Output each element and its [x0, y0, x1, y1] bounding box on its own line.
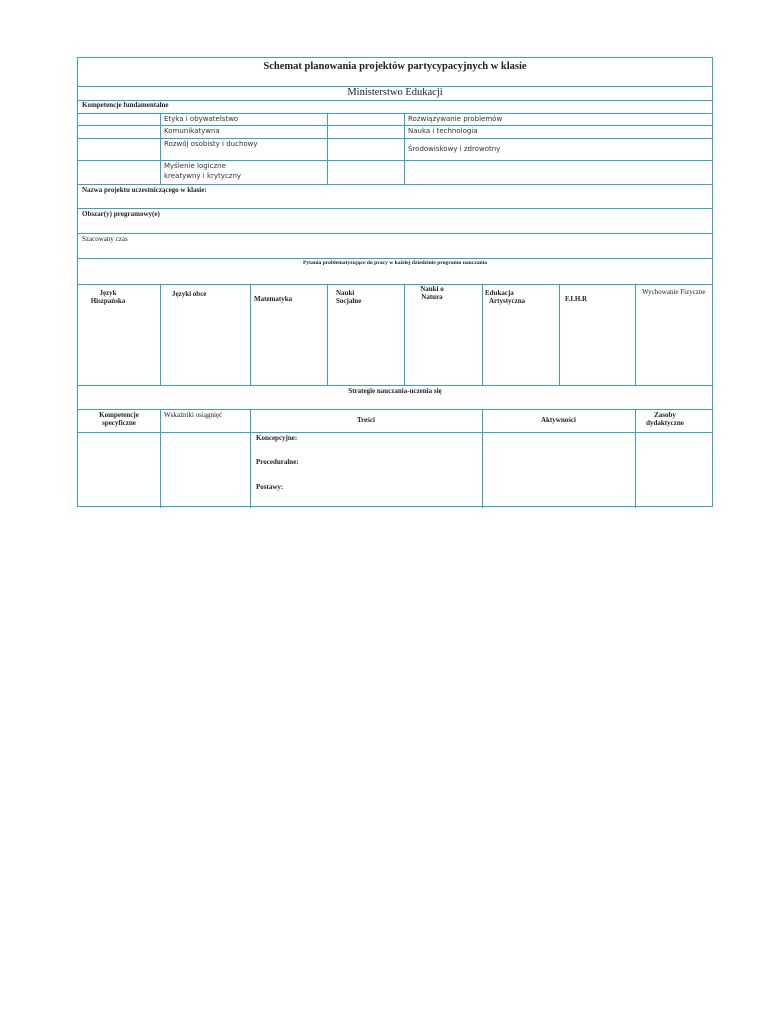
column-header: Wskaźniki osiągnięć: [164, 411, 223, 419]
competence-item: Środowiskowy i zdrowotny: [408, 145, 501, 153]
column-header: Zasoby dydaktyczne: [646, 411, 684, 428]
project-name-label: Nazwa projektu uczestniczącego w klasie:: [82, 186, 207, 194]
strategies-header: Strategie nauczania-uczenia się: [348, 387, 442, 395]
col-divider: [160, 284, 161, 385]
content-type-label: Proceduralne:: [256, 458, 299, 466]
col-divider: [635, 284, 636, 385]
estimated-time-label: Szacowany czas: [82, 235, 128, 243]
col-divider: [559, 284, 560, 385]
row-divider: [78, 138, 712, 139]
row-divider: [78, 125, 712, 126]
col-divider: [160, 113, 161, 184]
competence-item: Nauka i technologia: [408, 127, 478, 135]
competence-item: Etyka i obywatelstwo: [164, 115, 239, 123]
subject-header: Edukacja Artystyczna: [485, 289, 526, 306]
document-title: Schemat planowania projektów partycypacyjnych w klasie: [263, 61, 527, 72]
col-divider: [250, 284, 251, 385]
problem-questions-header: Pytania problematyzujące do pracy w każdej dziedzinie programu nauczania: [302, 260, 488, 266]
column-header: Kompetencje specyficzne: [99, 411, 139, 428]
row-divider: [78, 113, 712, 114]
competence-item: Rozwiązywanie problemów: [408, 115, 503, 123]
competence-item: Komunikatywna: [164, 127, 220, 135]
row-divider: [78, 160, 712, 161]
row-divider: [78, 184, 712, 185]
competence-item: kreatywny i krytyczny: [164, 172, 242, 180]
row-divider: [78, 284, 712, 285]
row-divider: [78, 385, 712, 386]
col-divider: [404, 284, 405, 385]
content-type-label: Koncepcyjne:: [256, 434, 298, 442]
subject-header: F.I.H.R: [565, 295, 588, 303]
row-divider: [78, 100, 712, 101]
row-divider: [78, 409, 712, 410]
ministry-title: Ministerstwo Edukacji: [347, 87, 443, 98]
row-divider: [78, 208, 712, 209]
col-divider: [327, 284, 328, 385]
subject-header: Język Hiszpańska: [90, 289, 126, 306]
subject-header: Nauki Socjalne: [336, 289, 362, 306]
subject-header: Matematyka: [254, 295, 293, 303]
column-header: Treści: [356, 416, 375, 424]
subject-header: Nauki o Natura: [420, 285, 444, 302]
col-divider: [404, 113, 405, 184]
col-divider: [160, 409, 161, 508]
planning-form: [77, 57, 713, 507]
subject-header: Wychowanie Fizyczne: [642, 288, 706, 296]
column-header: Aktywności: [540, 416, 576, 424]
content-type-label: Postawy:: [256, 483, 284, 491]
fundamental-competences-label: Kompetencje fundamentalne: [82, 101, 169, 109]
row-divider: [78, 233, 712, 234]
col-divider: [327, 113, 328, 184]
row-divider: [78, 258, 712, 259]
subject-header: Języki obce: [172, 290, 207, 298]
competence-item: Rozwój osobisty i duchowy: [164, 140, 258, 148]
col-divider: [482, 284, 483, 385]
program-area-label: Obszar(y) programowy(e): [82, 210, 160, 218]
competence-item: Myślenie logiczne: [164, 162, 226, 170]
row-divider: [78, 432, 712, 433]
